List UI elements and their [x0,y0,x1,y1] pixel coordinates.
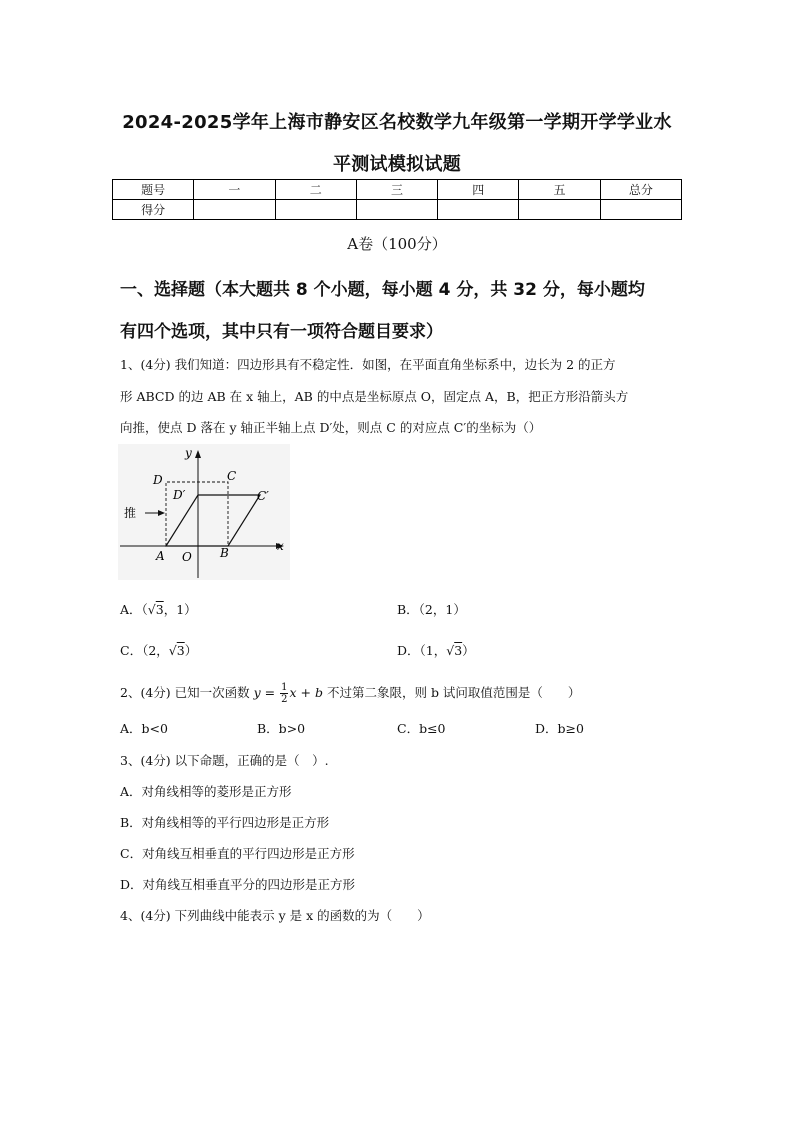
option-text: C．（2， [120,643,169,658]
eq-b: b [314,685,323,700]
q1-stem-line-3: 向推，使点 D 落在 y 轴正半轴上点 D′处，则点 C 的对应点 C′的坐标为（） [120,420,542,435]
q3-option-a[interactable]: A．对角线相等的菱形是正方形 [120,784,292,799]
label-c: C [227,469,237,483]
score-table-header-row [113,180,682,200]
sqrt-sign: √ [147,602,156,617]
q2-prefix: 2、(4分) 已知一次函数 [120,685,250,700]
q2-stem [120,682,580,705]
sqrt-sign: √ [168,643,177,658]
label-x: x [277,539,284,553]
score-table-header-cell: 五 [519,180,600,200]
score-table-header-cell: 四 [438,180,519,200]
option-text: ，1） [163,602,197,617]
sqrt-sign: √ [446,643,455,658]
option-text: D．（1， [397,643,447,658]
label-d-prime: D′ [173,488,186,502]
q1-option-b[interactable]: B．（2，1） [397,602,466,617]
score-cell[interactable] [194,200,275,220]
score-cell[interactable] [275,200,356,220]
score-table-header-cell: 三 [356,180,437,200]
eq-x: x [289,685,297,700]
q2-option-a[interactable]: A．b<0 [120,721,168,736]
q3-option-b[interactable]: B．对角线相等的平行四边形是正方形 [120,815,330,830]
q1-option-c[interactable] [120,641,197,659]
section-1-heading-line-2: 有四个选项，其中只有一项符合题目要求） [120,322,443,342]
label-d: D [153,473,163,487]
q4-stem: 4、(4分) 下列曲线中能表示 y 是 x 的函数的为（ ） [120,908,430,923]
option-text: ） [184,643,198,658]
document-title-line-1: 2024-2025学年上海市静安区名校数学九年级第一学期开学学业水 [122,112,672,133]
radicand: 3 [176,643,185,658]
label-a: A [156,549,165,563]
score-table-header-cell: 题号 [113,180,194,200]
label-y: y [185,446,192,460]
score-table-score-row [113,200,682,220]
q2-option-d[interactable]: D．b≥0 [535,721,584,736]
label-push: 推 [124,506,137,520]
option-text: ） [462,643,475,658]
radicand: 3 [155,602,164,617]
radicand: 3 [454,643,463,658]
score-table-header-cell: 一 [194,180,275,200]
label-b: B [220,546,229,560]
fraction [280,682,288,705]
label-c-prime: C′ [257,489,269,503]
part-a-heading: A卷（100分） [347,235,447,253]
score-cell[interactable] [356,200,437,220]
score-table-header-cell: 二 [275,180,356,200]
fraction-denominator: 2 [281,694,288,705]
score-row-label: 得分 [113,200,194,220]
score-table-header-cell: 总分 [600,180,681,200]
q3-stem: 3、(4分) 以下命题，正确的是（ ）. [120,753,329,768]
q1-figure [118,444,290,580]
document-title-line-2: 平测试模拟试题 [332,154,462,175]
eq-equals: = [260,685,280,700]
q1-stem-line-1: 1、(4分) 我们知道：四边形具有不稳定性．如图，在平面直角坐标系中，边长为 2 的正方 [120,357,616,372]
eq-y: y [253,685,261,700]
q1-stem-line-2: 形 ABCD 的边 AB 在 x 轴上，AB 的中点是坐标原点 O，固定点 A，B，把正方形沿箭头方 [120,389,629,404]
score-table [112,179,682,220]
figure-background [118,444,290,580]
score-cell[interactable] [600,200,681,220]
score-cell[interactable] [519,200,600,220]
label-o: O [182,550,192,564]
option-text: A．（ [120,602,148,617]
eq-plus: + [296,685,315,700]
fraction-numerator: 1 [281,682,288,693]
score-cell[interactable] [438,200,519,220]
q2-option-c[interactable]: C．b≤0 [397,721,446,736]
q2-suffix: 不过第二象限，则 b 试问取值范围是（ ） [326,685,581,700]
q1-option-a[interactable] [120,600,197,618]
q3-option-d[interactable]: D．对角线互相垂直平分的四边形是正方形 [120,877,356,892]
q2-option-b[interactable]: B．b>0 [257,721,306,736]
section-1-heading-line-1: 一、选择题（本大题共 8 个小题，每小题 4 分，共 32 分，每小题均 [120,280,645,300]
q3-option-c[interactable]: C．对角线互相垂直的平行四边形是正方形 [120,846,355,861]
q1-option-d[interactable] [397,641,475,659]
